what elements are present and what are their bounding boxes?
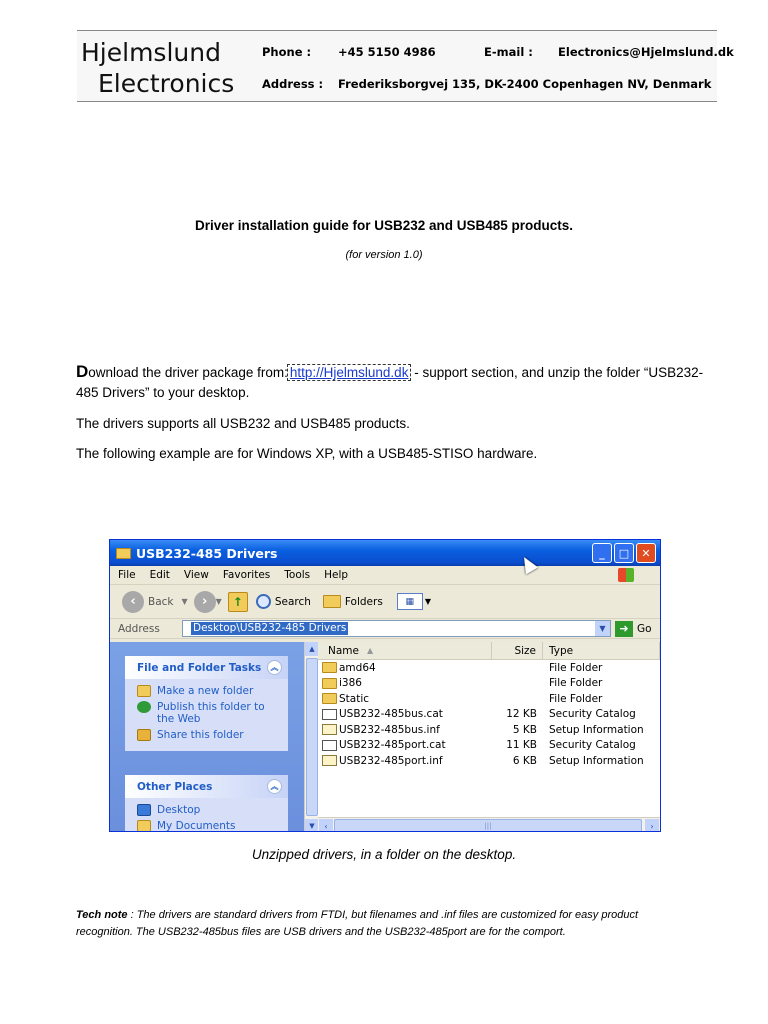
- menu-bar: [110, 566, 660, 585]
- new-folder-icon: [137, 685, 151, 697]
- menu-edit[interactable]: Edit: [149, 569, 170, 581]
- folder-icon: [322, 678, 337, 689]
- file-type: File Folder: [549, 661, 603, 674]
- phone-value: +45 5150 4986: [338, 45, 436, 59]
- file-name: USB232-485bus.inf: [339, 723, 440, 736]
- task-publish-folder[interactable]: [137, 701, 278, 725]
- phone-label: Phone :: [262, 45, 312, 59]
- go-arrow-icon[interactable]: ➜: [615, 621, 633, 637]
- download-paragraph: [76, 362, 706, 403]
- download-link[interactable]: http://Hjelmslund.dk: [289, 365, 409, 380]
- maximize-button[interactable]: □: [614, 543, 634, 563]
- desktop-icon: [137, 804, 151, 816]
- menu-file[interactable]: File: [118, 569, 136, 581]
- address-bar-label: Address: [118, 622, 160, 635]
- file-folder-tasks-header[interactable]: [125, 656, 288, 679]
- my-documents-icon: [137, 820, 151, 832]
- search-icon: [256, 594, 271, 609]
- globe-icon: [137, 701, 151, 713]
- file-row[interactable]: [318, 691, 660, 707]
- file-row[interactable]: [318, 660, 660, 676]
- folders-button[interactable]: [323, 595, 383, 608]
- scroll-right-icon[interactable]: ›: [645, 819, 659, 832]
- folder-icon: [116, 548, 131, 559]
- share-folder-icon: [137, 729, 151, 741]
- catalog-file-icon: [322, 709, 337, 720]
- file-type: Setup Information: [549, 754, 644, 767]
- document-title: Driver installation guide for USB232 and USB485 products.: [194, 218, 574, 233]
- para1-text-start: ownload the driver package from:: [88, 365, 288, 380]
- address-value[interactable]: Desktop\USB232-485 Drivers: [193, 622, 347, 634]
- task-share-folder[interactable]: [137, 729, 278, 741]
- company-logo: [81, 37, 234, 99]
- file-type: Setup Information: [549, 723, 644, 736]
- scroll-up-icon[interactable]: ▲: [305, 642, 318, 656]
- other-places-title: Other Places: [137, 780, 213, 793]
- file-type: File Folder: [549, 677, 603, 690]
- window-titlebar[interactable]: [110, 540, 660, 566]
- tech-note-text: : The drivers are standard drivers from FTDI, but filenames and .inf files are customized for easy product recognition. The USB232-485bus files are USB drivers and the USB232-485port are for the comport.: [76, 909, 639, 938]
- back-button-label[interactable]: Back: [148, 595, 174, 608]
- address-label: Address :: [262, 77, 324, 91]
- example-paragraph: The following example are for Windows XP, with a USB485-STISO hardware.: [76, 446, 538, 461]
- folder-icon: [322, 693, 337, 704]
- up-folder-icon[interactable]: ↑: [228, 592, 248, 612]
- window-title: USB232-485 Drivers: [136, 545, 278, 561]
- drop-cap: D: [76, 362, 89, 381]
- file-row[interactable]: [318, 722, 660, 738]
- search-button-label: Search: [274, 595, 311, 608]
- letterhead: [77, 30, 734, 102]
- column-header-size[interactable]: Size: [492, 642, 543, 660]
- file-type: Security Catalog: [549, 739, 636, 752]
- address-value: Frederiksborgvej 135, DK-2400 Copenhagen NV, Denmark: [338, 77, 712, 91]
- file-size: 5 KB: [512, 723, 537, 736]
- menu-tools[interactable]: Tools: [284, 569, 311, 581]
- file-name: USB232-485port.inf: [339, 754, 443, 767]
- back-dropdown-icon[interactable]: ▼: [181, 597, 188, 606]
- folders-icon: [323, 595, 341, 608]
- file-type: File Folder: [549, 692, 603, 705]
- setup-info-file-icon: [322, 724, 337, 735]
- column-headers: [318, 642, 660, 660]
- scroll-down-icon[interactable]: ▼: [305, 819, 318, 832]
- file-folder-tasks-title: File and Folder Tasks: [137, 661, 262, 674]
- sort-ascending-icon: ▲: [366, 646, 374, 655]
- document-version: (for version 1.0): [345, 249, 423, 261]
- task-make-new-folder[interactable]: [137, 685, 278, 697]
- search-button[interactable]: [256, 594, 311, 609]
- file-name: USB232-485port.cat: [339, 739, 446, 752]
- go-button-label[interactable]: Go: [637, 622, 652, 635]
- back-arrow-icon[interactable]: ‹: [122, 591, 144, 613]
- explorer-window-screenshot: [109, 539, 661, 832]
- place-label: Desktop: [157, 804, 201, 816]
- task-label: Make a new folder: [157, 685, 254, 697]
- column-header-name[interactable]: [318, 642, 492, 660]
- forward-arrow-icon[interactable]: ›: [194, 591, 216, 613]
- file-name: USB232-485bus.cat: [339, 708, 443, 721]
- supports-paragraph: The drivers supports all USB232 and USB485 products.: [76, 416, 410, 431]
- other-places-panel: [125, 775, 288, 832]
- menu-help[interactable]: Help: [324, 569, 349, 581]
- address-bar: [110, 619, 660, 639]
- collapse-chevron-icon[interactable]: ︽: [267, 779, 282, 794]
- file-size: 12 KB: [506, 708, 537, 721]
- scroll-left-icon[interactable]: ‹: [319, 819, 333, 832]
- place-label: My Documents: [157, 820, 236, 832]
- place-desktop[interactable]: [137, 804, 278, 816]
- file-list: [318, 660, 660, 769]
- minimize-button[interactable]: _: [592, 543, 612, 563]
- email-label: E-mail :: [484, 45, 533, 59]
- file-size: 11 KB: [506, 739, 537, 752]
- explorer-content: [110, 642, 660, 832]
- collapse-chevron-icon[interactable]: ︽: [267, 660, 282, 675]
- scroll-thumb[interactable]: [306, 658, 318, 816]
- folders-button-label: Folders: [344, 595, 383, 608]
- file-row[interactable]: [318, 707, 660, 723]
- forward-dropdown-icon[interactable]: ▼: [215, 597, 222, 606]
- column-header-type[interactable]: Type: [543, 642, 660, 660]
- catalog-file-icon: [322, 740, 337, 751]
- file-folder-tasks-panel: [125, 656, 288, 751]
- close-button[interactable]: ✕: [636, 543, 656, 563]
- menu-favorites[interactable]: Favorites: [222, 569, 271, 581]
- address-input[interactable]: [182, 620, 611, 637]
- place-my-documents[interactable]: [137, 820, 278, 832]
- tech-note-label: Tech note: [76, 909, 128, 921]
- company-name-line2: Electronics: [98, 69, 235, 98]
- file-name: Static: [339, 692, 370, 705]
- task-label: Publish this folder to the Web: [157, 701, 265, 725]
- tech-note: [76, 907, 696, 941]
- menu-view[interactable]: View: [183, 569, 209, 581]
- file-list-pane: [318, 642, 660, 832]
- toolbar: [110, 585, 660, 619]
- address-row: [262, 77, 711, 91]
- file-row[interactable]: [318, 753, 660, 769]
- file-list-horizontal-scrollbar[interactable]: [318, 817, 660, 832]
- figure-caption: Unzipped drivers, in a folder on the desktop.: [251, 847, 517, 862]
- file-row[interactable]: [318, 676, 660, 692]
- setup-info-file-icon: [322, 755, 337, 766]
- column-name-label: Name: [328, 644, 359, 657]
- contact-row: [262, 45, 734, 59]
- scroll-thumb[interactable]: |||: [334, 819, 642, 832]
- task-pane: [110, 642, 318, 832]
- windows-logo-icon: [618, 568, 634, 582]
- task-pane-scrollbar[interactable]: [304, 642, 318, 832]
- task-label: Share this folder: [157, 729, 244, 741]
- views-icon[interactable]: ▦: [397, 593, 423, 610]
- para1-text-end: - support section, and unzip the folder “USB232-485 Drivers” to your desktop.: [76, 365, 704, 400]
- file-size: 6 KB: [512, 754, 537, 767]
- file-row[interactable]: [318, 738, 660, 754]
- address-dropdown-icon[interactable]: ▼: [595, 621, 610, 636]
- views-dropdown-icon[interactable]: ▼: [424, 597, 431, 606]
- email-value: Electronics@Hjelmslund.dk: [558, 45, 734, 59]
- folder-icon: [322, 662, 337, 673]
- file-name: i386: [339, 677, 362, 690]
- file-type: Security Catalog: [549, 708, 636, 721]
- company-name-line1: Hjelmslund: [81, 38, 221, 67]
- file-name: amd64: [339, 661, 376, 674]
- other-places-header[interactable]: [125, 775, 288, 798]
